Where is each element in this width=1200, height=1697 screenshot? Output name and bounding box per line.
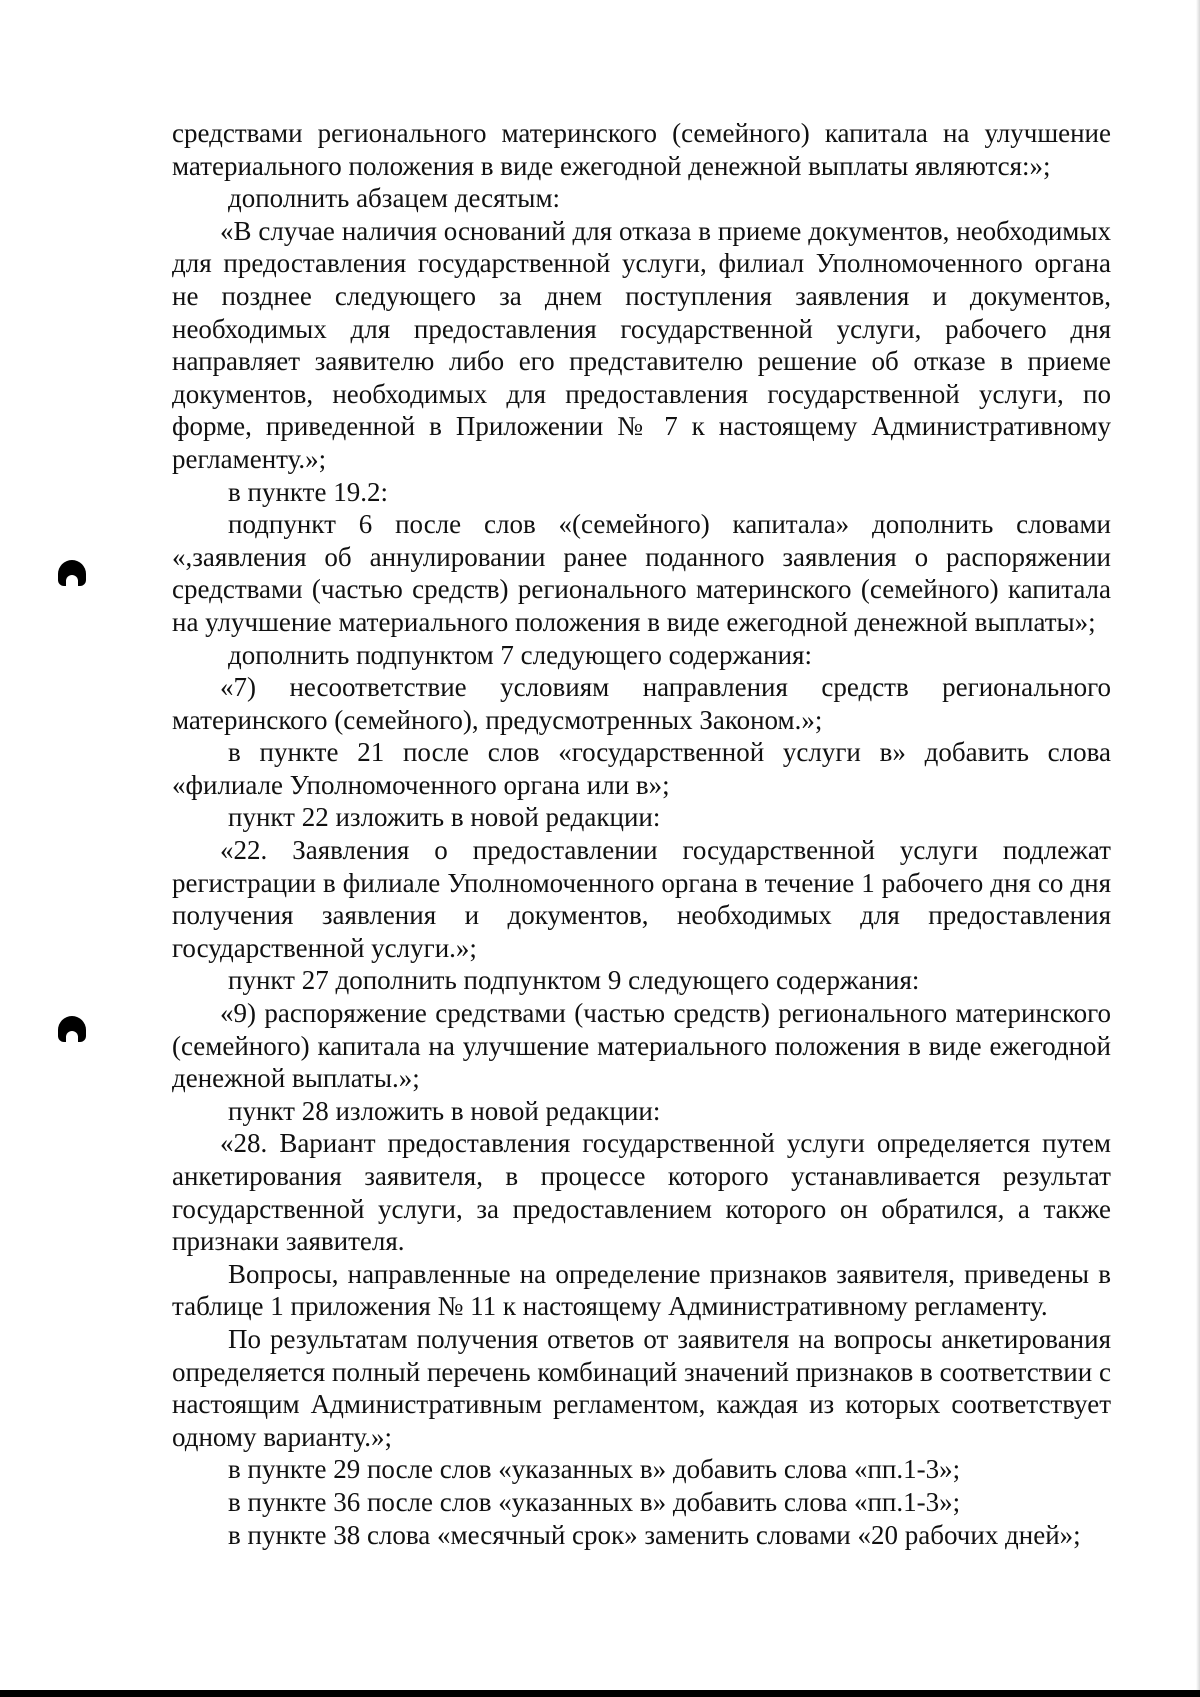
paragraph: Вопросы, направленные на определение признаков заявителя, приведены в таблице 1 приложения № 11 к настоящему Административному регламенту.: [172, 1258, 1111, 1322]
paragraph: дополнить подпунктом 7 следующего содержания:: [228, 639, 812, 670]
paragraph: «28. Вариант предоставления государственной услуги определяется путем анкетирования заявителя, в процессе которого устанавливается результат государственной услуги, за предоставлением которого он обратился, а также признаки заявителя.: [172, 1128, 1111, 1257]
paragraph: в пункте 38 слова «месячный срок» заменить словами «20 рабочих дней»;: [228, 1519, 1081, 1550]
paragraph: подпункт 6 после слов «(семейного) капитала» дополнить словами «,заявления об аннулировании ранее поданного заявления о распоряжении средствами (частью средств) регионального материнского (семейного) капитала на улучшение материального положения в виде ежегодной денежной выплаты»;: [172, 509, 1111, 637]
paragraph: в пункте 21 после слов «государственной услуги в» добавить слова «филиале Уполномоченного органа или в»;: [172, 737, 1111, 800]
page-edge-shadow: [1196, 0, 1200, 1697]
paragraph: «В случае наличия оснований для отказа в приеме документов, необходимых для предоставления государственной услуги, филиал Уполномоченного органа не позднее следующего за днем поступления заявления и документов, необходимых для предоставления государственной услуги, рабочего дня направляет заявителю либо его представителю решение об отказе в приеме документов, необходимых для предоставления государственной услуги, по форме, приведенной в Приложении № 7 к настоящему Административному регламенту.»;: [172, 215, 1111, 474]
punch-hole-mark: [58, 1016, 86, 1042]
paragraph: «7) несоответствие условиям направления средств регионального материнского (семейного), предусмотренных Законом.»;: [172, 672, 1111, 735]
paragraph: в пункте 29 после слов «указанных в» добавить слова «пп.1-3»;: [228, 1454, 961, 1485]
paragraph: средствами регионального материнского (семейного) капитала на улучшение материального положения в виде ежегодной денежной выплаты являются:»;: [172, 118, 1111, 181]
paragraph: пункт 28 изложить в новой редакции:: [228, 1095, 661, 1126]
punch-hole-mark: [58, 560, 86, 586]
paragraph: По результатам получения ответов от заявителя на вопросы анкетирования определяется полный перечень комбинаций значений признаков в соответствии с настоящим Административным регламентом, каждая из которых соответствует одному варианту.»;: [172, 1323, 1111, 1452]
paragraph: «9) распоряжение средствами (частью средств) регионального материнского (семейного) капитала на улучшение материального положения в виде ежегодной денежной выплаты.»;: [172, 998, 1111, 1094]
paragraph: «22. Заявления о предоставлении государственной услуги подлежат регистрации в филиале Уполномоченного органа в течение 1 рабочего дня со дня получения заявления и документов, необходимых для предоставления государственной услуги.»;: [172, 835, 1111, 963]
document-body: [172, 117, 1111, 1551]
paragraph: в пункте 36 после слов «указанных в» добавить слова «пп.1-3»;: [228, 1486, 961, 1517]
paragraph: пункт 22 изложить в новой редакции:: [228, 802, 661, 833]
scan-border-line: [0, 1690, 1200, 1697]
paragraph: в пункте 19.2:: [228, 476, 388, 507]
paragraph: дополнить абзацем десятым:: [228, 183, 561, 214]
paragraph: пункт 27 дополнить подпунктом 9 следующего содержания:: [228, 965, 920, 996]
